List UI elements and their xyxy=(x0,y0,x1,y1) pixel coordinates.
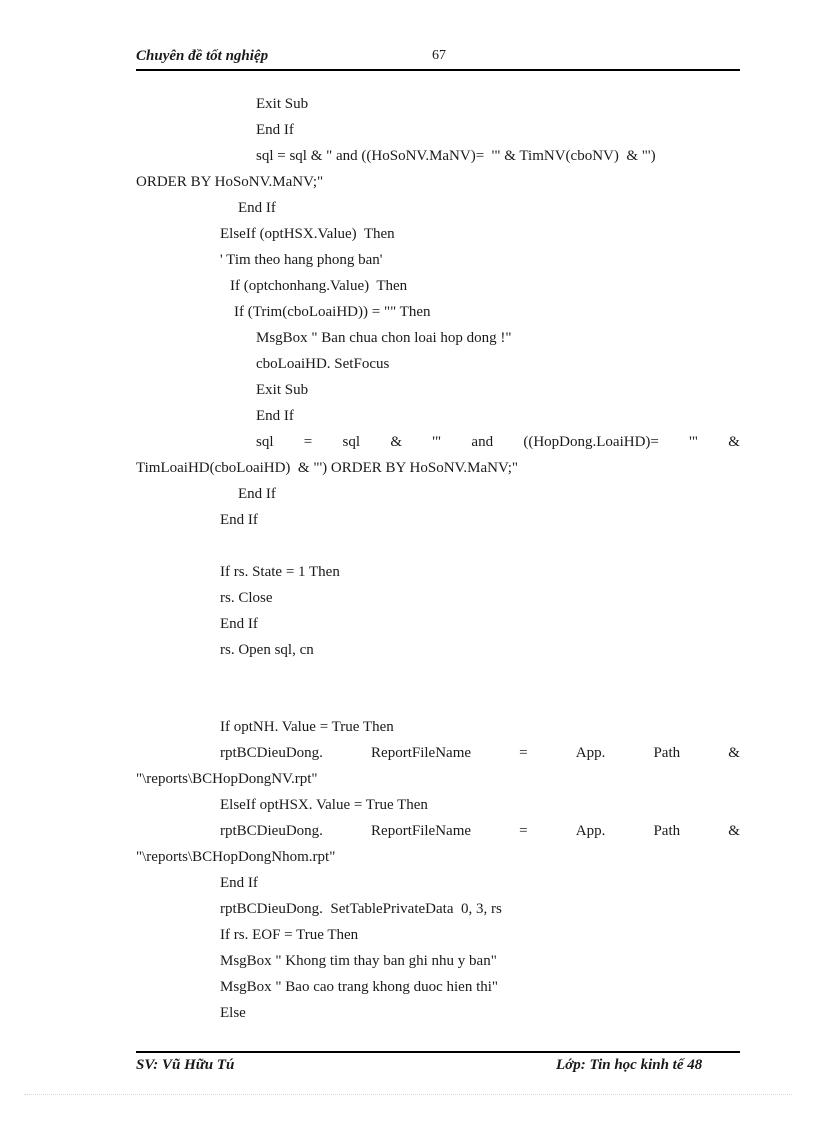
code-line: "\reports\BCHopDongNV.rpt" xyxy=(136,771,318,787)
justified-code-line xyxy=(220,822,740,840)
code-token: Path xyxy=(653,745,681,761)
code-line: If rs. State = 1 Then xyxy=(220,564,340,580)
code-line: End If xyxy=(220,512,258,528)
code-line: ElseIf (optHSX.Value) Then xyxy=(220,226,395,242)
code-line: End If xyxy=(238,200,276,216)
code-line: MsgBox " Khong tim thay ban ghi nhu y ban" xyxy=(220,953,497,969)
code-line: If rs. EOF = True Then xyxy=(220,927,359,943)
code-token: = xyxy=(519,823,528,839)
code-token: and xyxy=(471,434,494,450)
code-line: MsgBox " Ban chua chon loai hop dong !" xyxy=(256,330,512,346)
code-token: & xyxy=(728,823,740,839)
code-line: End If xyxy=(256,408,294,424)
header-title: Chuyên đề tốt nghiệp xyxy=(136,48,269,64)
code-token: ReportFileName xyxy=(371,745,472,761)
code-line: Exit Sub xyxy=(256,382,309,398)
footer-student: SV: Vũ Hữu Tú xyxy=(136,1057,235,1073)
page-number: 67 xyxy=(432,48,446,63)
code-token: sql xyxy=(256,434,274,450)
footer-rule xyxy=(136,1051,740,1053)
code-token: = xyxy=(519,745,528,761)
code-token: ReportFileName xyxy=(371,823,472,839)
code-token: Path xyxy=(653,823,681,839)
justified-code-line xyxy=(220,744,740,762)
code-line: ElseIf optHSX. Value = True Then xyxy=(220,797,428,813)
code-line: If (Trim(cboLoaiHD)) = "" Then xyxy=(234,304,431,320)
code-line: ORDER BY HoSoNV.MaNV;" xyxy=(136,174,324,190)
code-line: Else xyxy=(220,1005,246,1021)
code-line: If (optchonhang.Value) Then xyxy=(230,278,408,294)
code-token: & xyxy=(728,434,740,450)
code-line: End If xyxy=(256,122,294,138)
code-line: MsgBox " Bao cao trang khong duoc hien thi" xyxy=(220,979,499,995)
code-token: '" xyxy=(432,434,442,450)
code-line: sql = sql & " and ((HoSoNV.MaNV)= '" & TimNV(cboNV) & "') xyxy=(256,148,656,164)
code-line: ' Tim theo hang phong ban' xyxy=(220,252,383,268)
footer-class: Lớp: Tin học kinh tế 48 xyxy=(556,1057,703,1073)
code-line: rs. Close xyxy=(220,590,273,606)
code-line: If optNH. Value = True Then xyxy=(220,719,394,735)
code-line: End If xyxy=(238,486,276,502)
code-line: End If xyxy=(220,616,258,632)
code-line: TimLoaiHD(cboLoaiHD) & "') ORDER BY HoSoNV.MaNV;" xyxy=(136,460,519,476)
code-token: sql xyxy=(342,434,361,450)
code-line: rs. Open sql, cn xyxy=(220,642,314,658)
header-rule xyxy=(136,69,740,71)
code-token: App. xyxy=(575,745,606,761)
code-token: & xyxy=(728,745,740,761)
code-token: App. xyxy=(575,823,606,839)
code-token: = xyxy=(303,434,313,450)
code-token: ((HopDong.LoaiHD)= xyxy=(523,434,659,450)
justified-code-line xyxy=(256,433,740,451)
code-token: '" xyxy=(689,434,698,450)
code-line: rptBCDieuDong. SetTablePrivateData 0, 3, rs xyxy=(220,901,502,917)
code-line: Exit Sub xyxy=(256,96,309,112)
code-token: rptBCDieuDong. xyxy=(220,823,323,839)
code-line: End If xyxy=(220,875,258,891)
code-token: rptBCDieuDong. xyxy=(220,745,323,761)
code-token: & xyxy=(390,434,403,450)
code-line: "\reports\BCHopDongNhom.rpt" xyxy=(136,849,336,865)
page-edge-divider xyxy=(24,1094,792,1095)
code-line: cboLoaiHD. SetFocus xyxy=(256,356,390,372)
